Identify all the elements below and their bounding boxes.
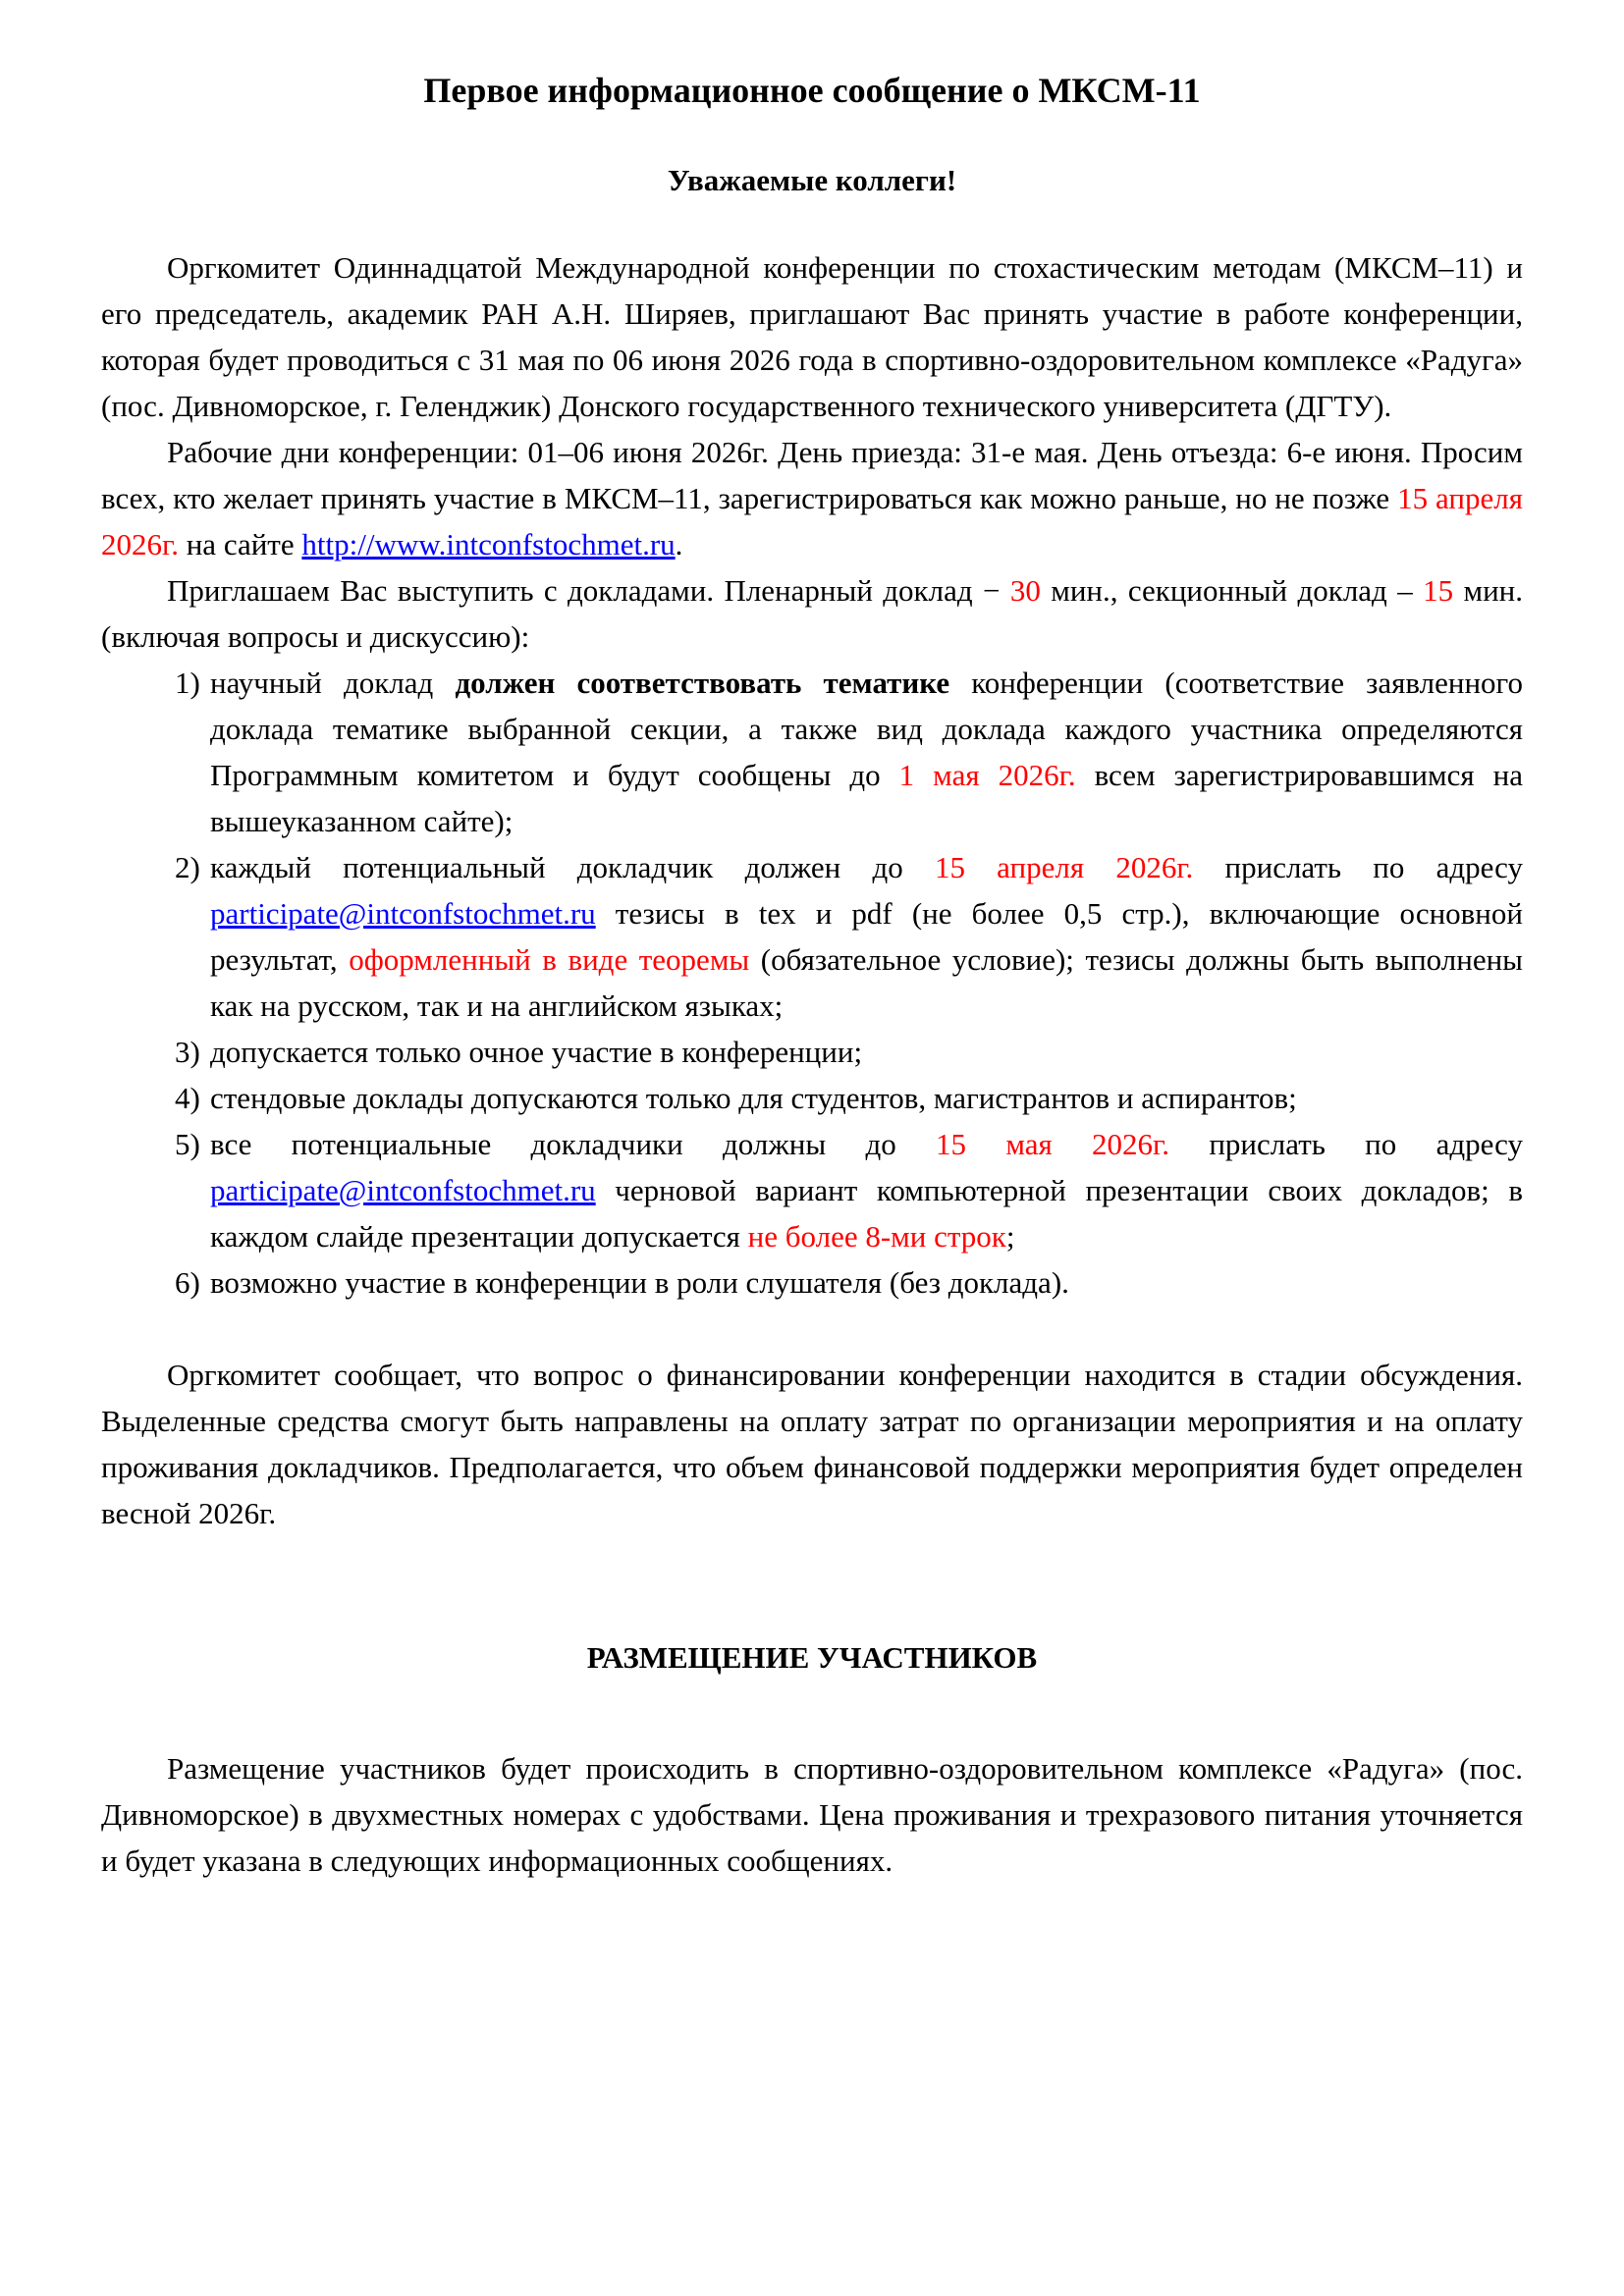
intro-paragraph: Оргкомитет Одиннадцатой Международной конференции по стохастическим методам (МКСМ–11) и его председатель, академик РАН А.Н. Ширяев, приглашают Вас принять участие в работе конференции, которая будет проводиться с 31 мая по 06 июня 2026 года в спортивно-оздоровительном комплексе «Радуга» (пос. Дивноморское, г. Геленджик) Донского государственного технического университета (ДГТУ). [101, 250, 1523, 423]
abstract-deadline-date: 15 апреля 2026г. [934, 850, 1194, 884]
notification-deadline-date: 1 мая 2026г. [898, 758, 1076, 792]
list-item-1-number: 1) [175, 666, 200, 700]
list-item-5-number: 5) [175, 1127, 200, 1161]
list-item-4-text [210, 1075, 1523, 1121]
list-item-4-number: 4) [175, 1081, 200, 1115]
item2-text-3: тезисы в tex и pdf (не более 0,5 стр.), включающие основной результат, [210, 896, 1523, 977]
schedule-paragraph [101, 429, 1523, 567]
list-item-5-text [210, 1121, 1523, 1259]
item5-text-1: все потенциальные докладчики должны до [210, 1127, 937, 1161]
financing-paragraph: Оргкомитет сообщает, что вопрос о финансировании конференции находится в стадии обсуждения. Выделенные средства смогут быть направлены на оплату затрат по организации мероприятия и на оплату проживания докладчиков. Предполагается, что объем финансовой поддержки мероприятия будет определен весной 2026г. [101, 1358, 1523, 1530]
item1-text-1: научный доклад [210, 666, 456, 700]
item1-text-3: всем зарегистрировавшимся на вышеуказанном сайте); [210, 758, 1524, 838]
topic-match-requirement: должен соответствовать тематике [455, 666, 950, 700]
accommodation-paragraph: Размещение участников будет происходить в спортивно-оздоровительном комплексе «Радуга» (пос. Дивноморское) в двухместных номерах с удобствами. Цена проживания и трехразового питания уточняется и будет указана в следующих информационных сообщениях. [101, 1751, 1523, 1878]
registration-deadline-date: 15 апреля 2026г. [101, 481, 1523, 561]
talks-paragraph [101, 567, 1523, 660]
list-item-2-text [210, 844, 1523, 1029]
conference-site-link[interactable]: http://www.intconfstochmet.ru [301, 527, 676, 561]
list-item-6-number: 6) [175, 1265, 200, 1300]
list-item-4 [175, 1075, 1523, 1121]
accommodation-heading: РАЗМЕЩЕНИЕ УЧАСТНИКОВ [586, 1640, 1038, 1675]
item2-text-4: (обязательное условие); тезисы должны быть выполнены как на русском, так и на английском языках; [210, 942, 1523, 1023]
item5-text-4: ; [1005, 1219, 1015, 1254]
item4-text-1: стендовые доклады допускаются только для студентов, магистрантов и аспирантов; [210, 1081, 1297, 1115]
list-item-3-number: 3) [175, 1035, 200, 1069]
item6-text-1: возможно участие в конференции в роли слушателя (без доклада). [210, 1265, 1069, 1300]
schedule-text-2: на сайте [178, 527, 302, 561]
item3-text-1: допускается только очное участие в конференции; [210, 1035, 863, 1069]
list-item-3-text [210, 1029, 1523, 1075]
schedule-text-1: Рабочие дни конференции: 01–06 июня 2026г. День приезда: 31-е мая. День отъезда: 6-е июня. Просим всех, кто желает принять участие в МКСМ–11, зарегистрироваться как можно раньше, но не позже [101, 435, 1523, 515]
list-item-2-number: 2) [175, 850, 200, 884]
list-item-1-text [210, 660, 1523, 844]
presentation-deadline-date: 15 мая 2026г. [936, 1127, 1170, 1161]
list-item-6-text [210, 1259, 1523, 1306]
slide-lines-limit: не более 8-ми строк [747, 1219, 1006, 1254]
plenary-duration: 30 [1009, 573, 1041, 608]
item2-text-2: прислать по адресу [1193, 850, 1523, 884]
greeting: Уважаемые коллеги! [667, 163, 957, 197]
section-duration: 15 [1423, 573, 1454, 608]
item2-text-1: каждый потенциальный докладчик должен до [210, 850, 935, 884]
schedule-text-3: . [675, 527, 683, 561]
participate-email-link[interactable]: participate@intconfstochmet.ru [210, 896, 596, 931]
list-item-3 [175, 1029, 1523, 1075]
theorem-requirement: оформленный в виде теоремы [349, 942, 750, 977]
talks-text-1: Приглашаем Вас выступить с докладами. Пленарный доклад − [167, 573, 1010, 608]
participate-email-link[interactable]: participate@intconfstochmet.ru [210, 1173, 596, 1207]
item5-text-2: прислать по адресу [1169, 1127, 1523, 1161]
list-item-6 [175, 1259, 1523, 1306]
document-title: Первое информационное сообщение о МКСМ-11 [423, 71, 1201, 110]
item1-text-2: конференции (соответствие заявленного доклада тематике выбранной секции, а также вид доклада каждого участника определяются Программным комитетом и будут сообщены до [210, 666, 1524, 792]
talks-text-3: мин. (включая вопросы и дискуссию): [101, 573, 1523, 654]
list-item-5 [175, 1121, 1523, 1259]
list-item-1 [175, 660, 1523, 844]
list-item-2 [175, 844, 1523, 1029]
talks-text-2: мин., секционный доклад – [1040, 573, 1424, 608]
requirements-list [175, 660, 1523, 1306]
item5-text-3: черновой вариант компьютерной презентации своих докладов; в каждом слайде презентации допускается [210, 1173, 1523, 1254]
